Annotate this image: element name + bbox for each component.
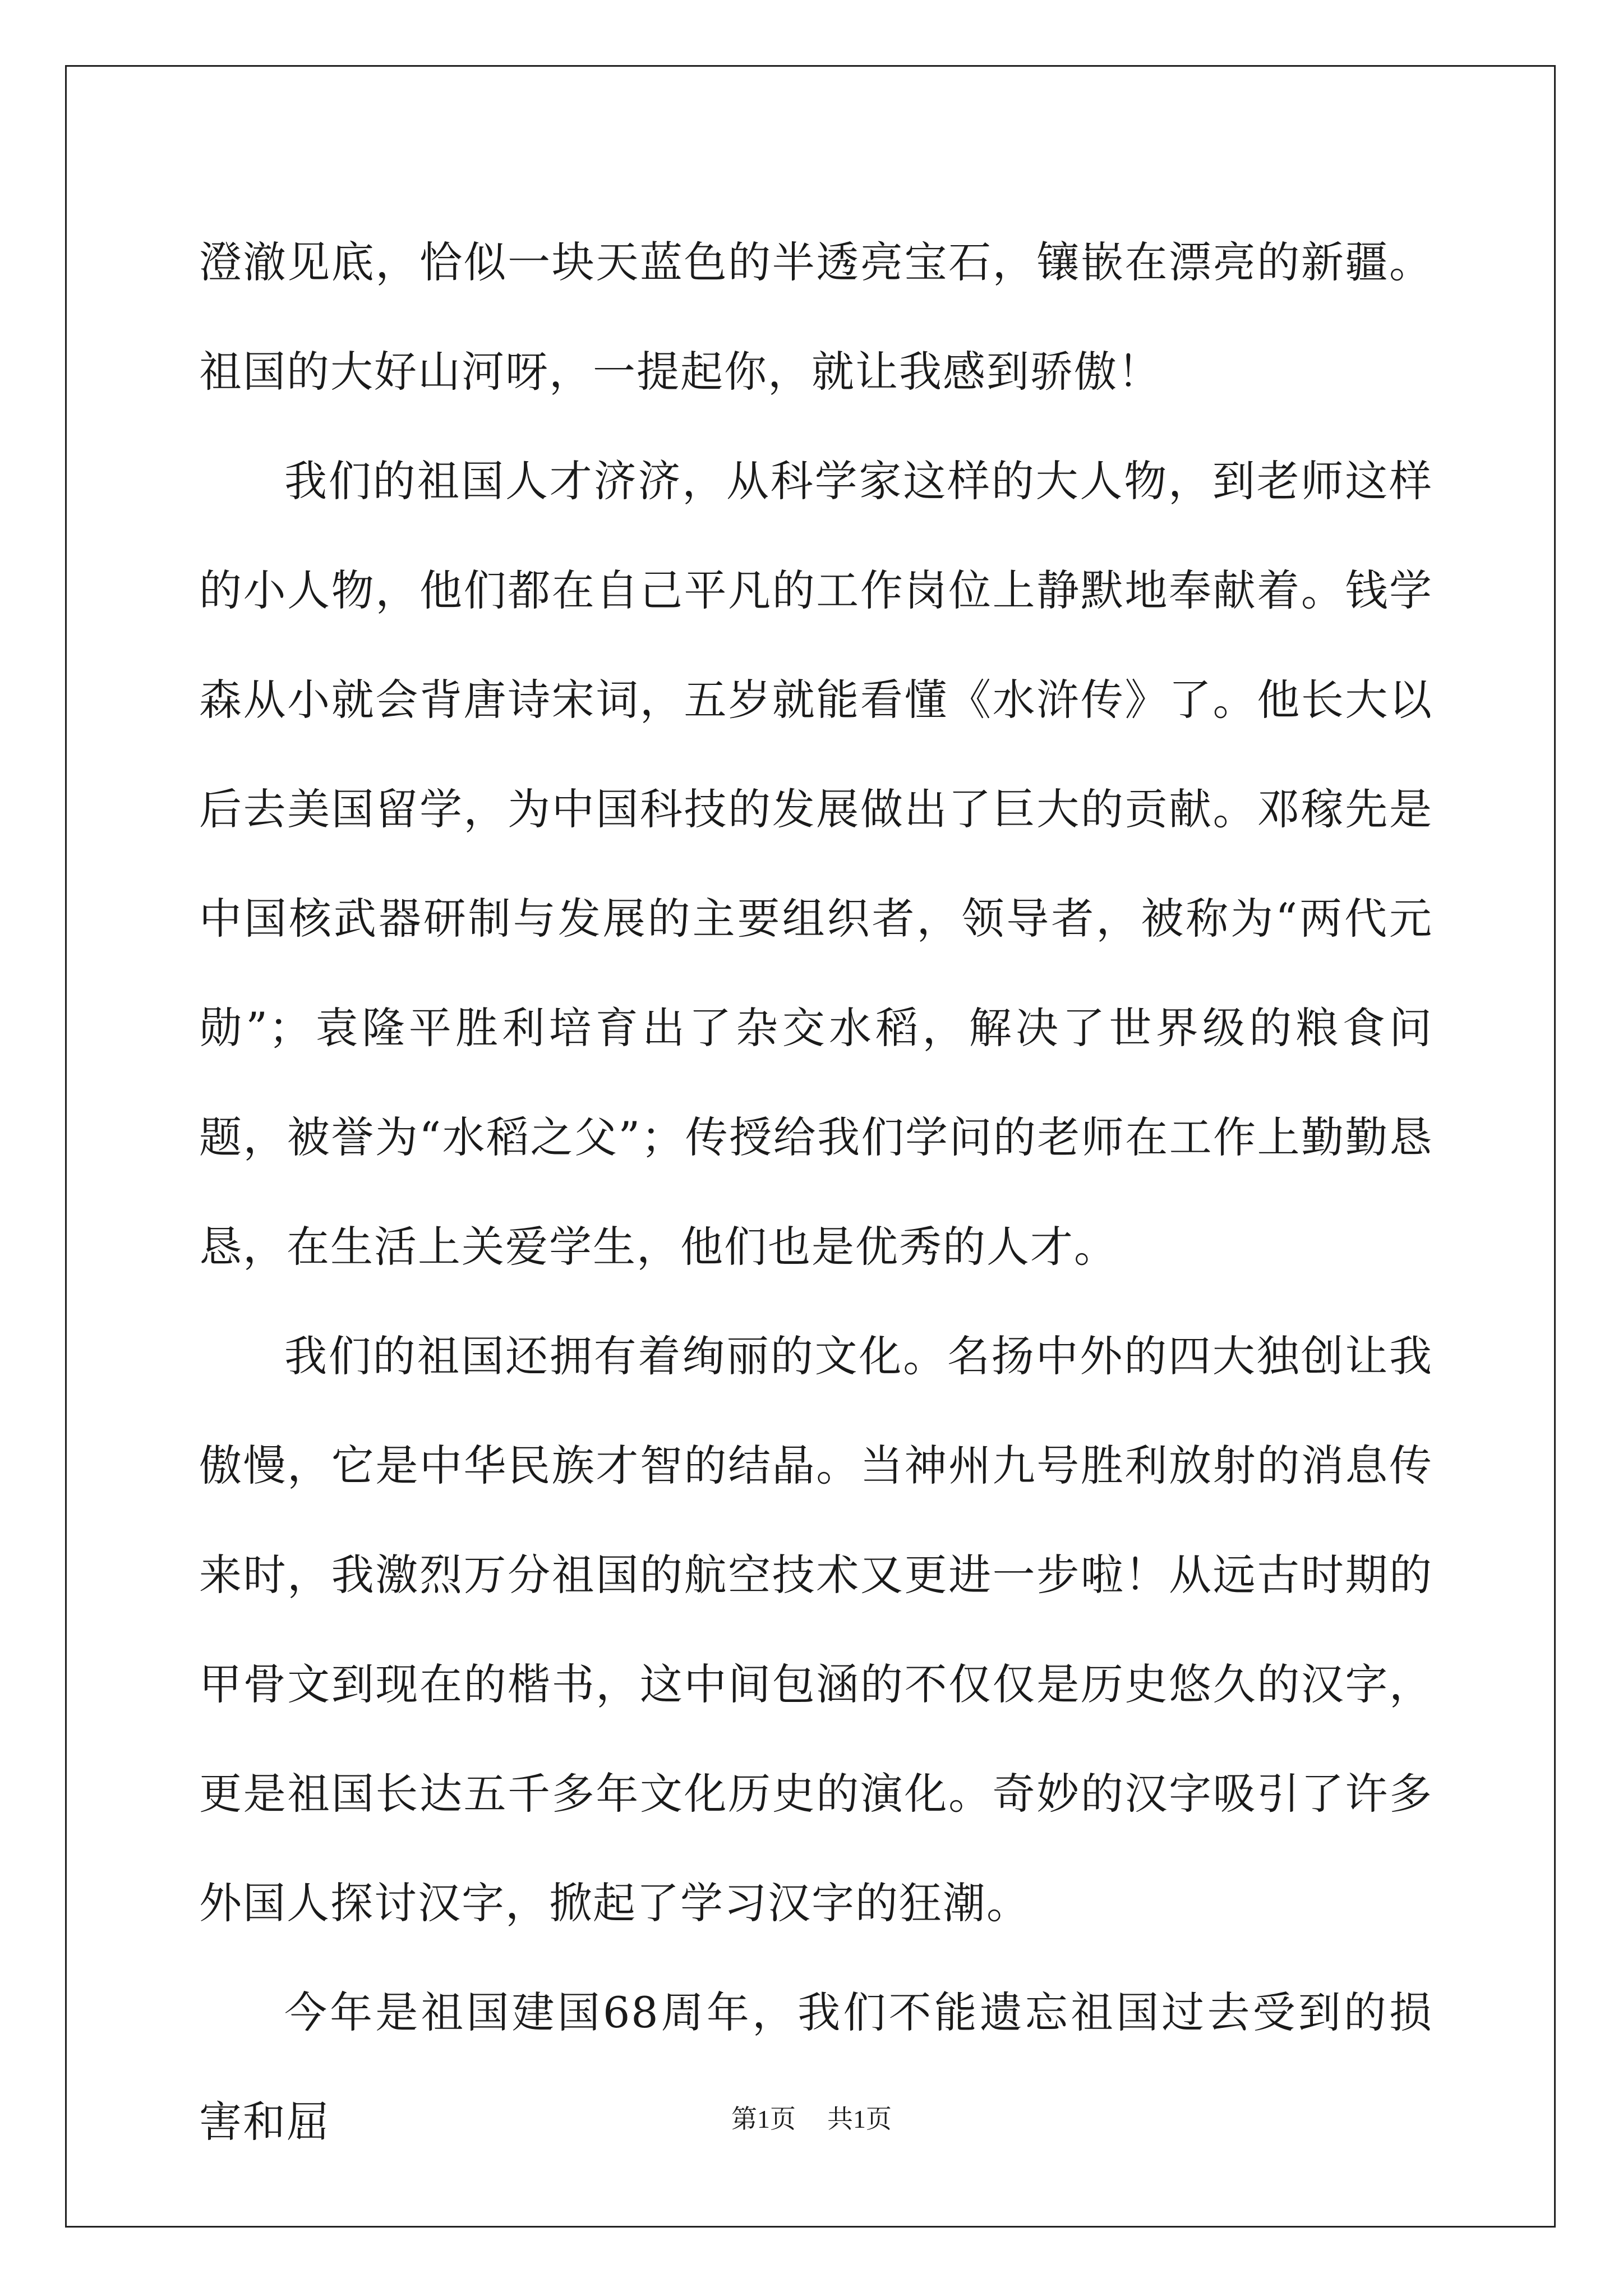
- paragraph-3: 我们的祖国还拥有着绚丽的文化。名扬中外的四大独创让我傲慢，它是中华民族才智的结晶。当神州九号胜利放射的消息传来时，我激烈万分祖国的航空技术又更进一步啦！从远古时期的甲骨文到现在的楷书，这中间包涵的不仅仅是历史悠久的汉字，更是祖国长达五千多年文化历史的演化。奇妙的汉字吸引了许多外国人探讨汉字，掀起了学习汉字的狂潮。: [199, 1331, 1433, 1928]
- paragraph-4: 今年是祖国建国68周年，我们不能遗忘祖国过去受到的损害和屈: [199, 1987, 1433, 2147]
- document-body: [199, 208, 1433, 2177]
- page-footer: [0, 2102, 1623, 2136]
- paragraph-2: 我们的祖国人才济济，从科学家这样的大人物，到老师这样的小人物，他们都在自己平凡的工作岗位上静默地奉献着。钱学森从小就会背唐诗宋词，五岁就能看懂《水浒传》了。他长大以后去美国留学，为中国科技的发展做出了巨大的贡献。邓稼先是中国核武器研制与发展的主要组织者，领导者，被称为“两代元勋”；袁隆平胜利培育出了杂交水稻，解决了世界级的粮食问题，被誉为“水稻之父”；传授给我们学问的老师在工作上勤勤恳恳，在生活上关爱学生，他们也是优秀的人才。: [199, 456, 1433, 1272]
- page-number-total: 共1页: [827, 2105, 892, 2133]
- page-number-current: 第1页: [731, 2105, 796, 2133]
- paragraph-1: 澄澈见底，恰似一块天蓝色的半透亮宝石，镶嵌在漂亮的新疆。祖国的大好山河呀，一提起你，就让我感到骄傲！: [199, 237, 1433, 397]
